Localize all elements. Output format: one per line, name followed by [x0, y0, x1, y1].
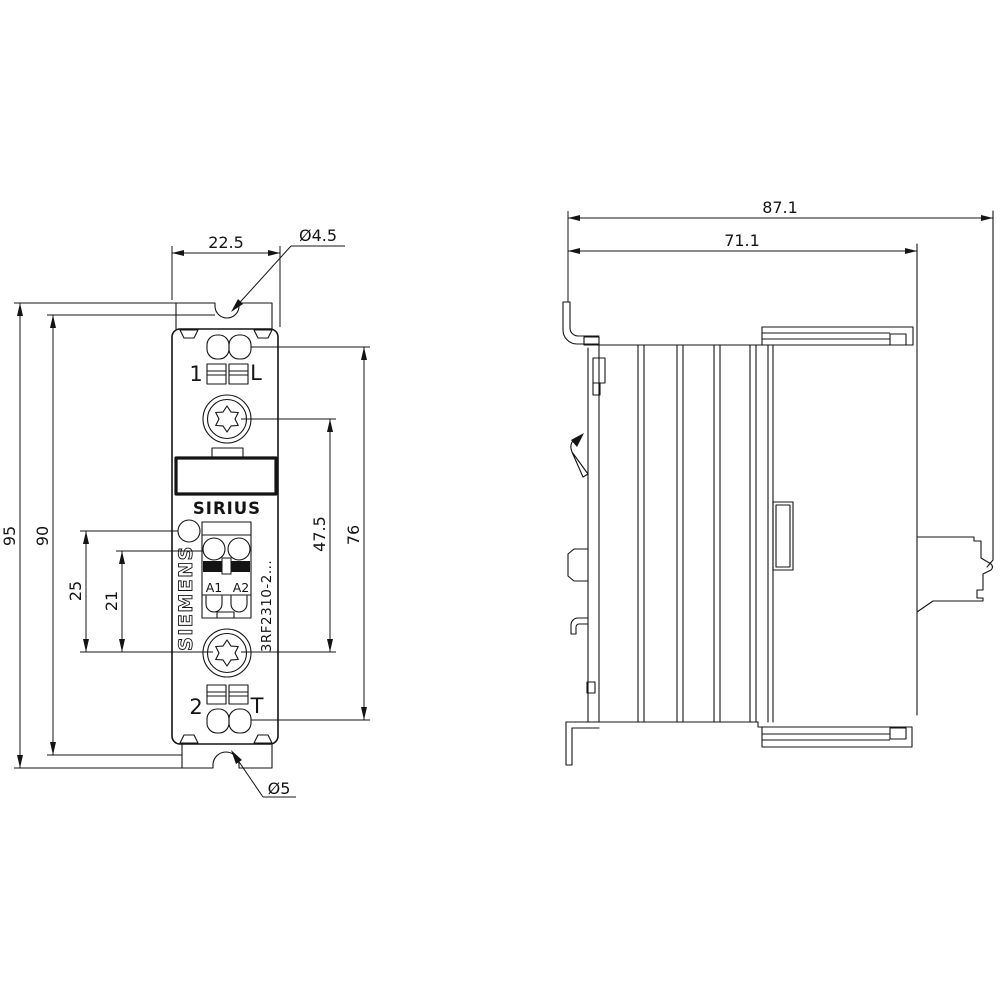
- dim-led-offset: 25: [66, 580, 85, 602]
- rail-nub: [568, 549, 588, 581]
- spring-clip-wedge: [572, 452, 588, 477]
- screw-slot: [206, 596, 222, 612]
- siemens-logo: SIEMENS: [175, 545, 197, 651]
- housing-profile: [917, 211, 993, 715]
- bottom-foot: [566, 722, 599, 765]
- heatsink-fins: [599, 345, 913, 722]
- bottom-load-terminal: [189, 685, 263, 733]
- dim-screw-distance: 47.5: [310, 516, 329, 552]
- cover-latch: [890, 728, 906, 739]
- top-load-terminal: [189, 335, 262, 386]
- front-view: [0, 226, 370, 798]
- front-body: [172, 329, 278, 744]
- terminal-hole: [229, 709, 251, 733]
- terminal-label-T: T: [250, 694, 264, 718]
- connector-block: [917, 537, 993, 612]
- sirius-logo: SIRIUS: [192, 499, 262, 518]
- coil-label-a1: A1: [205, 580, 223, 595]
- dim-depth-overall: 87.1: [762, 198, 798, 217]
- mounting-plate: [563, 302, 605, 765]
- dim-height-body: 90: [33, 525, 52, 547]
- screw-slot: [231, 596, 247, 612]
- block-foot: [217, 612, 234, 618]
- top-mounting-tab: [176, 303, 272, 329]
- top-hook: [563, 302, 599, 344]
- dim-height-overall: 95: [0, 525, 19, 547]
- terminal-clamp: [207, 685, 226, 704]
- top-left-clip: [180, 330, 198, 338]
- top-right-clip: [254, 330, 272, 338]
- coil-hole-a2: [228, 538, 250, 560]
- coil-label-a2: A2: [232, 580, 250, 595]
- terminal-label-1: 1: [189, 362, 203, 386]
- dim-terminal-distance: 76: [344, 524, 363, 546]
- lower-screw: [203, 629, 251, 677]
- top-hook-inner: [570, 302, 599, 336]
- bottom-left-clip: [180, 735, 198, 743]
- terminal-label-L: L: [250, 361, 262, 385]
- coil-hole-a1: [203, 538, 225, 560]
- torx-recess: [216, 406, 239, 432]
- terminal-covers: [758, 327, 913, 747]
- control-terminal-block: [202, 522, 251, 618]
- terminal-hole: [207, 709, 229, 733]
- front-dimensions: [0, 226, 370, 798]
- terminal-clamp: [229, 364, 248, 384]
- terminal-clamp: [229, 685, 248, 704]
- side-view: [563, 198, 993, 765]
- terminal-clamp: [207, 364, 226, 384]
- clamp-tab: [222, 558, 231, 574]
- dim-width: 22.5: [208, 233, 244, 252]
- dim-bottom-hole: Ø5: [267, 779, 291, 798]
- dim-depth-body: 71.1: [724, 231, 760, 250]
- dim-coil-offset: 21: [102, 590, 121, 612]
- model-number: 3RF2310-2...: [259, 559, 275, 653]
- terminal-label-2: 2: [189, 695, 203, 719]
- heatsink-window: [176, 448, 276, 494]
- heatsink-face: [176, 458, 276, 494]
- cover-latch: [890, 334, 906, 345]
- dim-top-hole: Ø4.5: [298, 226, 338, 245]
- fin-pocket-inner: [776, 505, 790, 567]
- terminal-hole: [207, 335, 229, 359]
- terminal-hole: [229, 335, 251, 359]
- bottom-mounting-tab: [182, 744, 272, 768]
- torx-recess: [216, 640, 239, 666]
- side-dimensions: [568, 198, 993, 302]
- status-led: [178, 520, 200, 542]
- lower-hook: [571, 618, 588, 634]
- bottom-right-clip: [254, 735, 272, 743]
